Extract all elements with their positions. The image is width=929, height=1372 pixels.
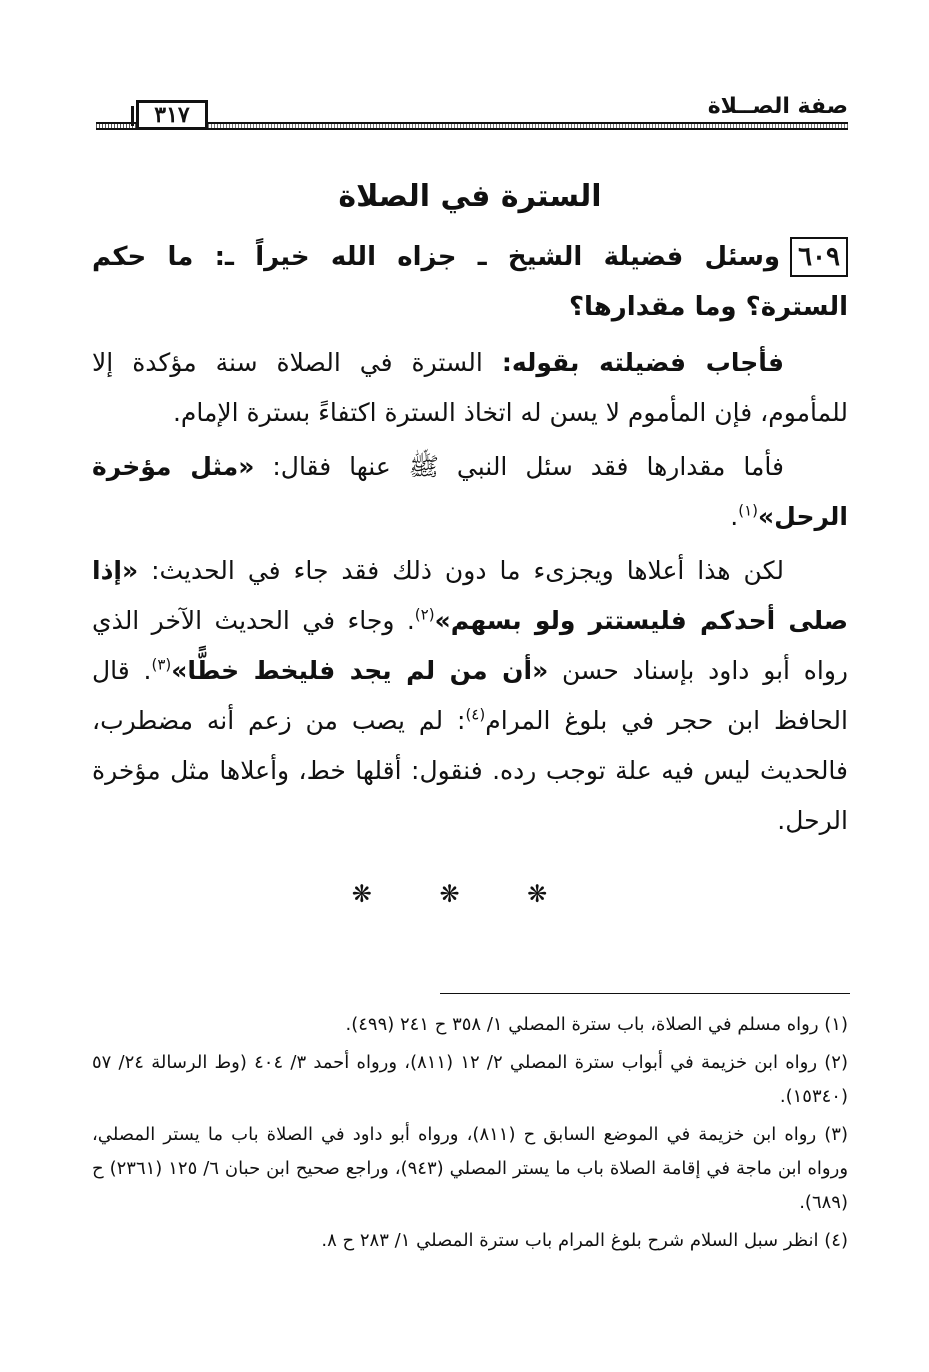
header-rule-left bbox=[96, 122, 136, 130]
footnote-ref-2[interactable]: (٢) bbox=[414, 605, 435, 624]
hadith-quote-3: «أن من لم يجد فليخط خطًّا» bbox=[171, 656, 549, 685]
answer-p3-text-1: لكن هذا أعلاها ويجزىء ما دون ذلك فقد جاء في الحديث: bbox=[138, 556, 784, 585]
footnotes bbox=[92, 1008, 848, 1262]
running-title: صفة الصــلاة bbox=[702, 92, 848, 122]
footnote-ref-4[interactable]: (٤) bbox=[465, 705, 486, 724]
answer-lead: فأجاب فضيلته بقوله: bbox=[501, 348, 784, 377]
question-block bbox=[92, 232, 848, 332]
answer-p1-text: السترة في الصلاة سنة مؤكدة إلا للمأموم، فإن المأموم لا يسن له اتخاذ السترة اكتفاءً بسترة الإمام. bbox=[92, 348, 848, 427]
answer-p2-end: . bbox=[730, 502, 739, 531]
page-header bbox=[96, 92, 848, 140]
section-divider-stars: ❋ ❋ ❋ bbox=[351, 880, 578, 908]
answer-p3-text-2: . وجاء في الحديث الآخر الذي رواه أبو داود بإسناد حسن bbox=[92, 606, 848, 685]
hadith-quote-2: «إذا صلى أحدكم فليستتر ولو بسهم» bbox=[92, 556, 848, 635]
answer-p3-text-4: : لم يصب من زعم أنه مضطرب، فالحديث ليس فيه علة توجب رده. فنقول: أقلها خط، وأعلاها مثل مؤخرة الرحل. bbox=[92, 706, 848, 835]
question-text: وسئل فضيلة الشيخ ـ جزاه الله خيراً ـ: ما حكم السترة؟ وما مقدارها؟ bbox=[92, 242, 848, 322]
footnote-2: (٢) رواه ابن خزيمة في أبواب سترة المصلي ٢/ ١٢ (٨١١)، ورواه أحمد ٣/ ٤٠٤ (وط الرسالة ٢٤/ ٥٧ (١٥٣٤٠). bbox=[92, 1052, 848, 1107]
header-rule-right bbox=[208, 122, 848, 130]
main-text bbox=[92, 170, 848, 850]
footnote-4: (٤) انظر سبل السلام شرح بلوغ المرام باب سترة المصلي ١/ ٢٨٣ ح ٨. bbox=[321, 1230, 848, 1251]
hadith-quote-1: «مثل مؤخرة الرحل» bbox=[92, 452, 848, 531]
footnote-1: (١) رواه مسلم في الصلاة، باب سترة المصلي ١/ ٣٥٨ ح ٢٤١ (٤٩٩). bbox=[345, 1014, 848, 1035]
question-number: ٦٠٩ bbox=[790, 237, 848, 277]
section-title: السترة في الصلاة bbox=[338, 179, 602, 214]
page-number: ٣١٧ bbox=[136, 100, 208, 130]
answer-p2-text: فأما مقدارها فقد سئل النبي ﷺ عنها فقال: bbox=[254, 452, 784, 481]
footnote-3: (٣) رواه ابن خزيمة في الموضع السابق ح (٨١١)، ورواه أبو داود في الصلاة باب ما يستر المصلي، ورواه ابن ماجة في إقامة الصلاة باب ما يستر المصلي (٩٤٣)، وراجع صحيح ابن حبان ٦/ ١٢٥ (٢٣٦١) ح (٦٨٩). bbox=[92, 1124, 849, 1213]
answer-p3-text-3: . قال الحافظ ابن حجر في بلوغ المرام bbox=[92, 656, 848, 735]
footnote-ref-1[interactable]: (١) bbox=[738, 501, 758, 520]
answer-paragraph-2 bbox=[92, 442, 848, 542]
footnote-separator bbox=[440, 993, 850, 994]
answer-paragraph-1 bbox=[92, 338, 848, 438]
answer-paragraph-3 bbox=[92, 546, 848, 846]
footnote-ref-3[interactable]: (٣) bbox=[151, 655, 172, 674]
